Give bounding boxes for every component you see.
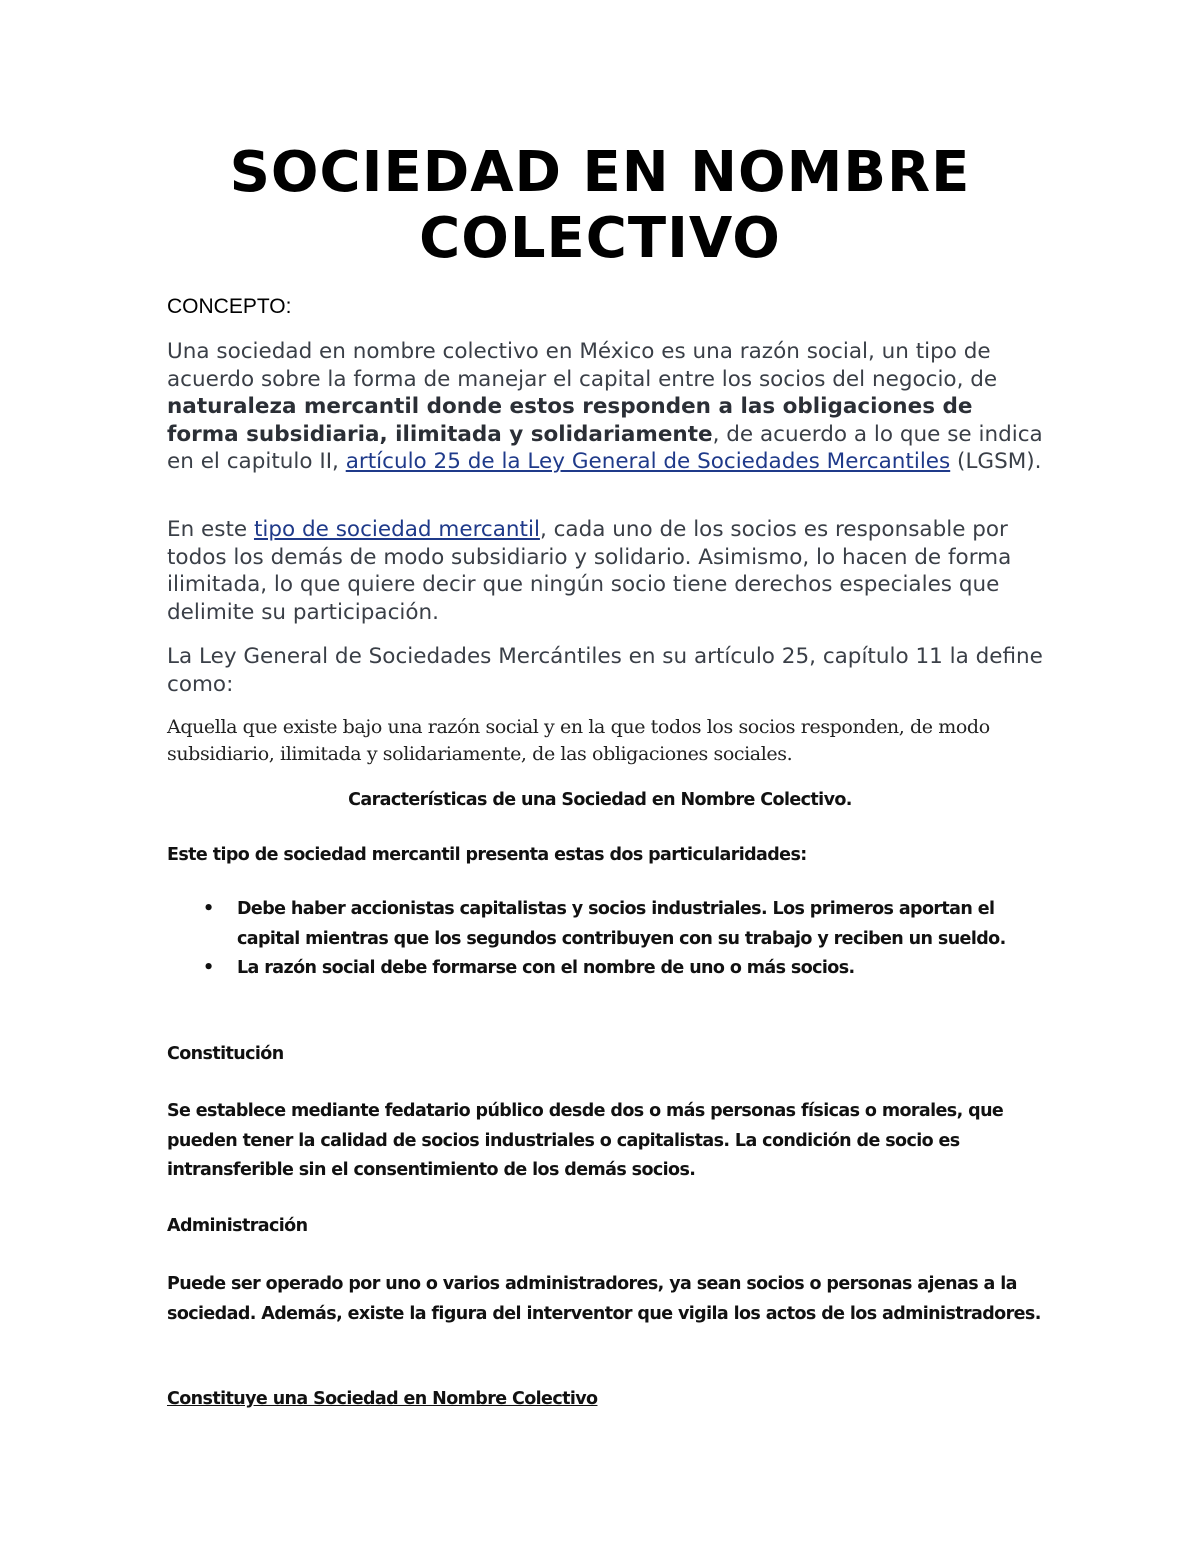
list-item-text: Debe haber accionistas capitalistas y socios industriales. Los primeros aportan el capital mientras que los segundos contribuyen con su trabajo y reciben un sueldo. xyxy=(237,899,1006,949)
p1-text-3: (LGSM). xyxy=(950,449,1042,474)
p2-text-2: , cada uno de los socios es responsable por todos los demás de modo subsidiario y solidario. Asimismo, lo hacen de forma ilimitada, lo que quiere decir que ningún socio tiene derechos especiales que delimite su participación. xyxy=(167,517,1012,625)
responsibility-paragraph xyxy=(167,516,1047,626)
list-item xyxy=(200,954,1060,984)
p2-text-1: En este xyxy=(167,517,254,542)
concepto-label: CONCEPTO: xyxy=(167,295,292,318)
title-line-1: SOCIEDAD EN NOMBRE xyxy=(229,140,971,205)
title-line-2: COLECTIVO xyxy=(419,206,781,271)
caracteristicas-heading: Características de una Sociedad en Nombre Colectivo. xyxy=(348,790,852,810)
law-definition-paragraph: La Ley General de Sociedades Mercántiles en su artículo 25, capítulo 11 la define como: xyxy=(167,644,1043,697)
sociedad-mercantil-link[interactable]: tipo de sociedad mercantil xyxy=(253,517,540,542)
list-item xyxy=(200,895,1060,954)
constitucion-paragraph: Se establece mediante fedatario público desde dos o más personas físicas o morales, que pueden tener la calidad de socios industriales o capitalistas. La condición de socio es intransferible sin el consentimiento de los demás socios. xyxy=(167,1101,1004,1180)
lgsm-article-link[interactable]: artículo 25 de la Ley General de Sociedades Mercantiles xyxy=(345,449,951,474)
administracion-heading: Administración xyxy=(167,1216,308,1236)
p1-text-2: , de acuerdo a lo que se indica en el capitulo II, xyxy=(167,421,1043,474)
administracion-paragraph: Puede ser operado por uno o varios administradores, ya sean socios o personas ajenas a la sociedad. Además, existe la figura del interventor que vigila los actos de los administradores. xyxy=(167,1274,1041,1324)
constituye-heading: Constituye una Sociedad en Nombre Colectivo xyxy=(167,1389,598,1409)
p1-bold-text: naturaleza mercantil donde estos responden a las obligaciones de forma subsidiaria, ilimitada y solidariamente xyxy=(167,394,973,447)
caracteristicas-intro: Este tipo de sociedad mercantil presenta estas dos particularidades: xyxy=(167,845,807,865)
list-item-text: La razón social debe formarse con el nombre de uno o más socios. xyxy=(237,958,855,978)
p1-text-1: Una sociedad en nombre colectivo en México es una razón social, un tipo de acuerdo sobre la forma de manejar el capital entre los socios del negocio, de xyxy=(167,339,998,392)
constitucion-heading: Constitución xyxy=(167,1044,284,1064)
bullet-icon: • xyxy=(203,899,214,919)
legal-quote: Aquella que existe bajo una razón social y en la que todos los socios responden, de modo subsidiario, ilimitada y solidariamente, de las obligaciones sociales. xyxy=(167,716,990,765)
bullet-icon: • xyxy=(203,958,214,978)
characteristics-list xyxy=(200,895,1060,984)
definition-paragraph xyxy=(167,338,1047,476)
document-title xyxy=(0,140,1200,272)
